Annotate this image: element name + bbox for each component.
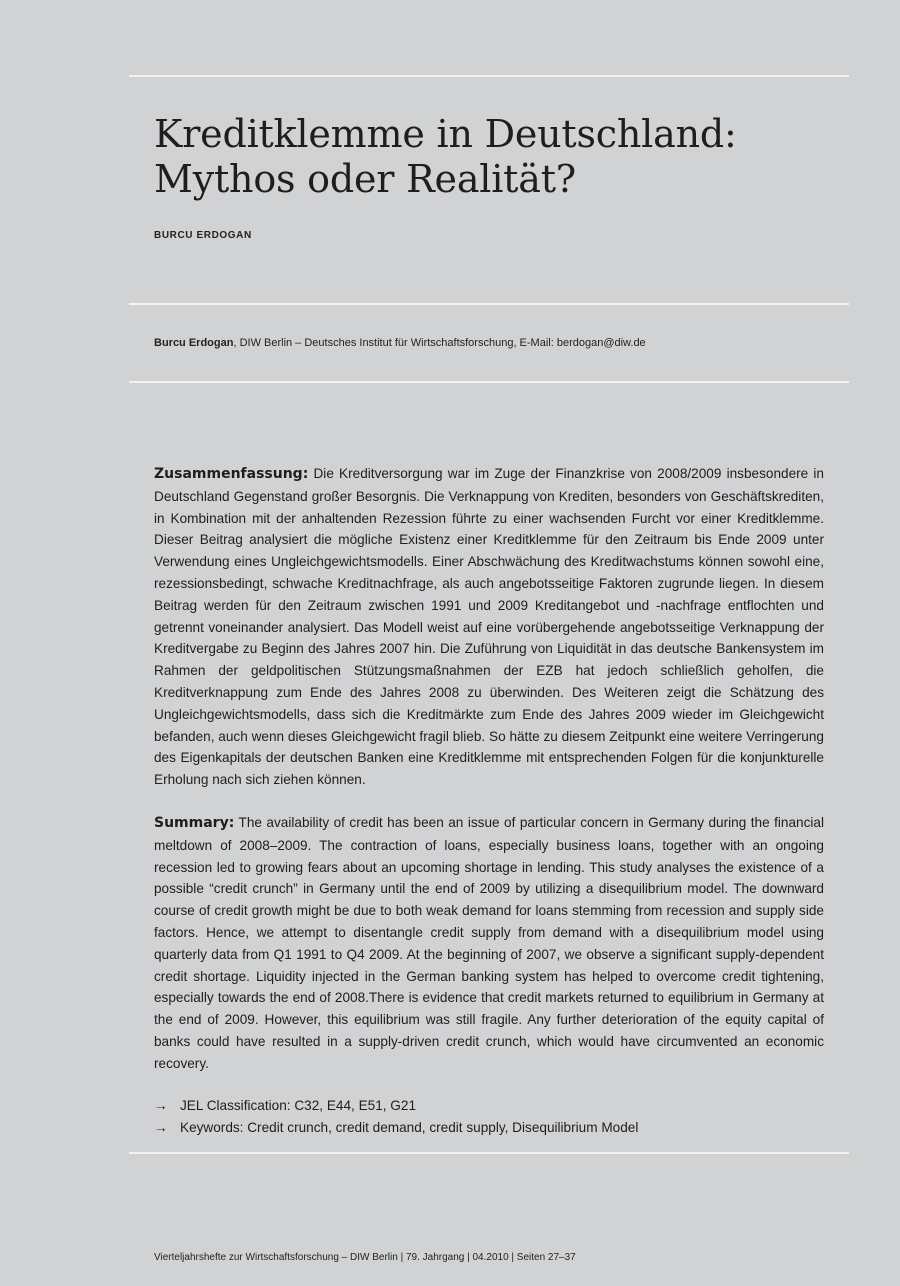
abstract-german [154,463,824,791]
list-item [154,1095,824,1117]
jel-classification: JEL Classification: C32, E44, E51, G21 [180,1098,416,1113]
abstract-english-label: Summary: [154,815,235,831]
abstract-german-text: Die Kreditversorgung war im Zuge der Finanzkrise von 2008/2009 insbesondere in Deutschland Gegenstand großer Besorgnis. Die Verknappung von Krediten, besonders von Geschäftskrediten, in Kombination mit der anhaltenden Rezession führte zu einer wachsenden Furcht vor einer Kreditklemme. Dieser Beitrag analysiert die mögliche Existenz einer Kreditklemme für den Zeitraum bis Ende 2009 unter Verwendung eines Ungleichgewichtsmodells. Einer Abschwächung des Kreditwachstums können sowohl eine, rezessionsbedingt, schwache Kreditnachfrage, als auch angebotsseitige Faktoren zugrunde liegen. In diesem Beitrag werden für den Zeitraum zwischen 1991 und 2009 Kreditangebot und -nachfrage entflochten und getrennt voneinander analysiert. Das Modell weist auf eine vorübergehende angebotsseitige Verknappung der Kreditvergabe zu Beginn des Jahres 2007 hin. Die Zuführung von Liquidität in das deutsche Bankensystem im Rahmen der geldpolitischen Stützungsmaßnahmen der EZB hat jedoch schließlich geholfen, die Kreditverknappung zum Ende des Jahres 2008 zu überwinden. Des Weiteren zeigt die Schätzung des Ungleichgewichtsmodells, dass sich die Kreditmärkte zum Ende des Jahres 2009 wieder im Gleichgewicht befanden, auch wenn dieses Gleichgewicht fragil blieb. So hätte zu diesem Zeitpunkt eine weitere Verringerung des Eigenkapitals der deutschen Banken eine Kreditklemme mit entsprechenden Folgen für die konjunkturelle Erholung nach sich ziehen können. [154,466,824,788]
keywords: Keywords: Credit crunch, credit demand, credit supply, Disequilibrium Model [180,1120,639,1135]
affiliation-name: Burcu Erdogan [154,337,234,349]
top-rule [129,75,849,77]
list-item [154,1117,824,1139]
affiliation-bottom-rule [129,381,849,383]
affiliation-top-rule [129,303,849,305]
arrow-right-icon: → [154,1098,168,1113]
article-title [154,112,834,202]
abstract-english [154,812,824,1075]
classification-list [154,1095,824,1139]
author-byline: BURCU ERDOGAN [154,230,252,241]
journal-footer: Vierteljahrshefte zur Wirtschaftsforschung – DIW Berlin | 79. Jahrgang | 04.2010 | Seiten 27–37 [154,1252,576,1263]
affiliation-text: , DIW Berlin – Deutsches Institut für Wirtschaftsforschung, E-Mail: berdogan@diw.de [233,337,646,349]
title-line-1: Kreditklemme in Deutschland: [154,112,737,156]
title-line-2: Mythos oder Realität? [154,157,576,201]
arrow-right-icon: → [154,1120,168,1135]
bottom-rule [129,1152,849,1154]
abstract-english-text: The availability of credit has been an issue of particular concern in Germany during the financial meltdown of 2008–2009. The contraction of loans, especially business loans, together with an ongoing recession led to growing fears about an upcoming shortage in lending. This study analyses the existence of a possible “credit crunch” in Germany until the end of 2009 by utilizing a disequilibrium model. The downward course of credit growth might be due to both weak demand for loans stemming from recession and supply side factors. Hence, we attempt to disentangle credit supply from demand with a disequilibrium model using quarterly data from Q1 1991 to Q4 2009. At the beginning of 2007, we observe a significant supply-dependent credit shortage. Liquidity injected in the German banking system has helped to overcome credit tightening, especially towards the end of 2008.There is evidence that credit markets returned to equilibrium in Germany at the end of 2009. However, this equilibrium was still fragile. Any further deterioration of the equity capital of banks could have resulted in a supply-driven credit crunch, which would have circumvented an economic recovery. [154,815,824,1071]
abstract-german-label: Zusammenfassung: [154,466,309,482]
author-affiliation [154,337,844,349]
